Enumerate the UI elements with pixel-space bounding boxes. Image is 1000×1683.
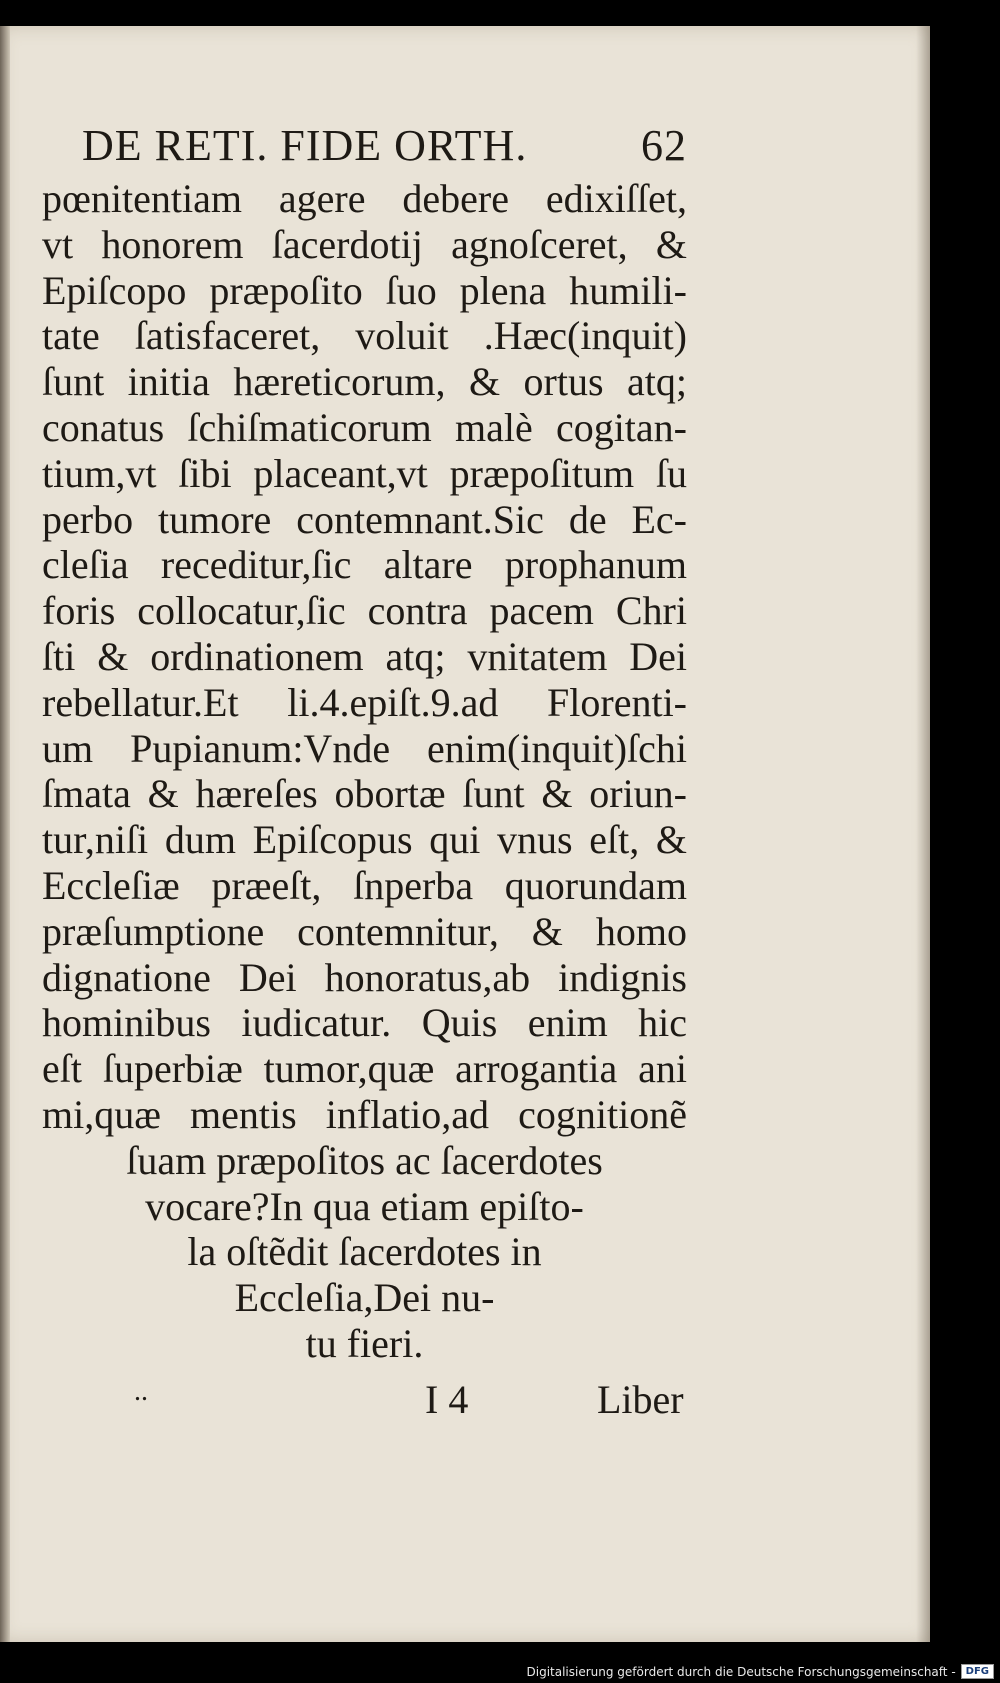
- text-line: mi,quæ mentis inflatio,ad cognitionẽ: [42, 1091, 687, 1137]
- text-line: conatus ſchiſmaticorum malè cogitan-: [42, 404, 687, 450]
- text-line: tate ſatisfaceret, voluit .Hæc(inquit): [42, 313, 687, 359]
- page-footer: [42, 1376, 687, 1426]
- text-line: tium,vt ſibi placeant,vt præpoſitum ſu: [42, 450, 687, 496]
- taper-line: la oſtẽdit ſacerdotes in: [187, 1229, 542, 1275]
- text-line: vt honorem ſacerdotij agnoſceret, &: [42, 221, 687, 267]
- dfg-logo: DFG: [961, 1664, 994, 1679]
- text-line: pœnitentiam agere debere edixiſſet,: [42, 176, 687, 221]
- text-line: præſumptione contemnitur, & homo: [42, 908, 687, 954]
- text-line: hominibus iudicatur. Quis enim hic: [42, 1000, 687, 1046]
- running-title: DE RETI. FIDE ORTH.: [82, 121, 528, 170]
- text-line: foris collocatur,ſic contra pacem Chri: [42, 588, 687, 634]
- running-header: [82, 116, 687, 176]
- text-block: [42, 116, 687, 1367]
- text-line: perbo tumore contemnant.Sic de Ec-: [42, 496, 687, 542]
- taper-line: ſuam præpoſitos ac ſacerdotes: [126, 1137, 603, 1183]
- taper-line: tu fieri.: [305, 1320, 424, 1366]
- text-line: cleſia receditur,ſic altare prophanum: [42, 542, 687, 588]
- page-shadow: [916, 26, 930, 1642]
- signature-mark: I 4: [425, 1377, 469, 1422]
- credit-text: Digitalisierung gefördert durch die Deutsche Forschungsgemeinschaft -: [526, 1664, 956, 1679]
- text-line: Eccleſiæ præeſt, ſnperba quorundam: [42, 862, 687, 908]
- text-line: ſti & ordinationem atq; vnitatem Dei: [42, 633, 687, 679]
- text-line: um Pupianum:Vnde enim(inquit)ſchi: [42, 725, 687, 771]
- book-page: [0, 26, 930, 1642]
- footer-marks: ..: [134, 1376, 148, 1407]
- text-line: rebellatur.Et li.4.epiſt.9.ad Florenti-: [42, 679, 687, 725]
- text-line: tur,niſi dum Epiſcopus qui vnus eſt, &: [42, 817, 687, 863]
- text-line: Epiſcopo præpoſito ſuo plena humili-: [42, 267, 687, 313]
- page-number: 62: [641, 121, 687, 170]
- catchword: Liber: [597, 1377, 684, 1422]
- text-line: ſmata & hæreſes obortæ ſunt & oriun-: [42, 771, 687, 817]
- taper-line: vocare?In qua etiam epiſto-: [145, 1183, 584, 1229]
- text-line: dignatione Dei honoratus,ab indignis: [42, 954, 687, 1000]
- digitization-credit: [527, 1664, 995, 1679]
- taper-line: Eccleſia,Dei nu-: [234, 1275, 495, 1321]
- text-line: ſunt initia hæreticorum, & ortus atq;: [42, 359, 687, 405]
- page-edge: [0, 26, 10, 1642]
- text-line: eſt ſuperbiæ tumor,quæ arrogantia ani: [42, 1046, 687, 1092]
